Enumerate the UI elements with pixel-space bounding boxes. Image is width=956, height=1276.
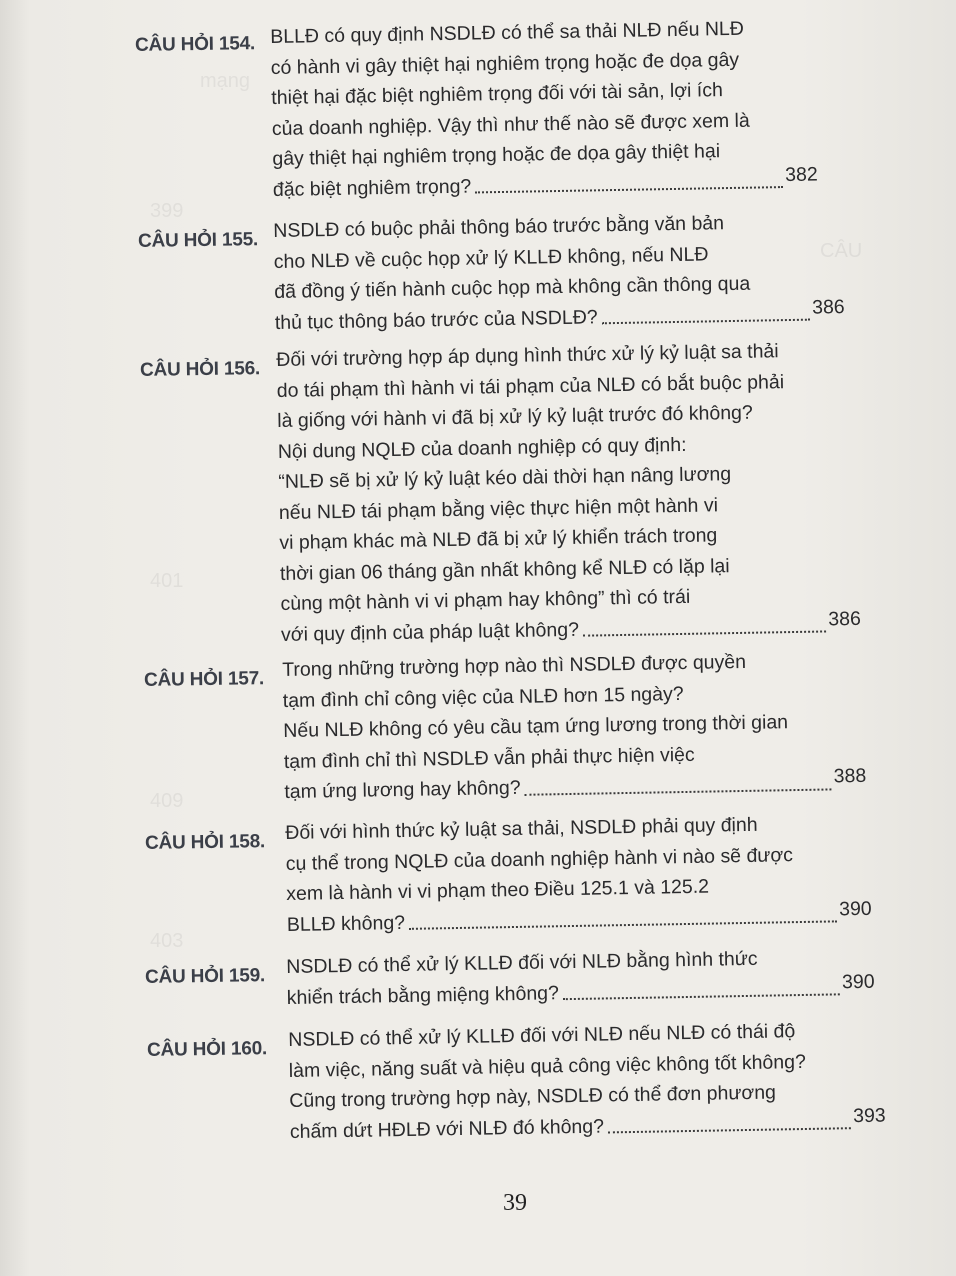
page-reference: 393 — [852, 1104, 886, 1127]
page-number: 39 — [503, 1190, 527, 1216]
text-line: với quy định của pháp luật không? — [280, 618, 580, 646]
text-line: BLLĐ có quy định NSDLĐ có thể sa thải NLĐ nếu NLĐ — [270, 17, 745, 48]
page-reference: 390 — [841, 970, 875, 993]
text-line: của doanh nghiệp. Vậy thì như thế nào sẽ được xem là — [271, 109, 750, 140]
text-line: Nội dung NQLĐ của doanh nghiệp có quy định: — [277, 433, 687, 463]
question-text — [288, 1015, 886, 1147]
text-line: tạm đình chỉ thì NSDLĐ vẫn phải thực hiện việc — [283, 743, 695, 773]
question-label: CÂU HỎI 158. — [144, 831, 266, 854]
text-line: cho NLĐ về cuộc họp xử lý KLLĐ không, nếu NLĐ — [273, 242, 709, 273]
text-line: “NLĐ sẽ bị xử lý kỷ luật kéo dài thời hạn nâng lương — [278, 463, 732, 493]
text-line: thiệt hại đặc biệt nghiêm trọng đối với tài sản, lợi ích — [271, 79, 724, 109]
bleed-through: 409 — [150, 790, 184, 812]
question-text — [273, 206, 845, 338]
text-line: Đối với trường hợp áp dụng hình thức xử lý kỷ luật sa thải — [276, 340, 779, 371]
bleed-through: 399 — [150, 200, 184, 222]
dot-leader — [608, 1126, 851, 1133]
dot-leader — [583, 629, 827, 636]
dot-leader — [525, 787, 832, 795]
question-text — [286, 942, 875, 1013]
text-line: thủ tục thông báo trước của NSDLĐ? — [274, 305, 598, 334]
question-text — [282, 645, 867, 808]
text-line: làm việc, năng suất và hiệu quả công việc không tốt không? — [288, 1050, 807, 1082]
text-line: tạm ứng lương hay không? — [284, 776, 521, 803]
text-line: cùng một hành vi vi phạm hay không” thì có trái — [280, 585, 691, 615]
question-label: CÂU HỎI 156. — [139, 358, 261, 381]
question-label: CÂU HỎI 159. — [144, 965, 266, 988]
text-line: vi phạm khác mà NLĐ đã bị xử lý khiển trách trong — [279, 524, 718, 554]
text-line: Cũng trong trường hợp này, NSDLĐ có thể đơn phương — [289, 1081, 777, 1112]
text-line: gây thiệt hại nghiêm trọng hoặc đe dọa gây thiệt hại — [272, 140, 721, 170]
text-line: Trong những trường hợp nào thì NSDLĐ được quyền — [282, 650, 747, 681]
text-line: đặc biệt nghiêm trọng? — [272, 175, 472, 201]
text-line: chấm dứt HĐLĐ với NLĐ đó không? — [289, 1115, 605, 1143]
page-reference: 382 — [785, 162, 818, 186]
dot-leader — [563, 992, 840, 1000]
text-line: tạm đình chỉ công việc của NLĐ hơn 15 ngày? — [282, 682, 684, 712]
text-line: Nếu NLĐ không có yêu cầu tạm ứng lương trong thời gian — [283, 711, 789, 742]
bleed-through: CÂU — [820, 240, 863, 262]
question-label: CÂU HỎI 154. — [134, 33, 256, 56]
page-reference: 390 — [838, 897, 872, 920]
question-label: CÂU HỎI 160. — [146, 1038, 268, 1061]
text-line: cụ thể trong NQLĐ của doanh nghiệp hành vi nào sẽ được — [285, 843, 794, 875]
text-line: do tái phạm thì hành vi tái phạm của NLĐ có bắt buộc phải — [276, 370, 785, 402]
text-line: khiển trách bằng miệng không? — [286, 981, 560, 1009]
text-line: BLLĐ không? — [286, 911, 406, 936]
bleed-through: 401 — [150, 570, 184, 592]
text-line: đã đồng ý tiến hành cuộc họp mà không cần thông qua — [274, 272, 751, 303]
text-line: thời gian 06 tháng gần nhất không kể NLĐ có lặp lại — [279, 554, 730, 585]
bleed-through: 403 — [150, 930, 184, 952]
dot-leader — [602, 318, 811, 325]
page-reference: 386 — [811, 295, 845, 319]
text-line: có hành vi gây thiệt hại nghiêm trọng hoặc đe dọa gây — [270, 48, 740, 79]
text-line: nếu NLĐ tái phạm bằng việc thực hiện một hành vi — [278, 493, 719, 524]
text-line: NSDLĐ có buộc phải thông báo trước bằng văn bản — [273, 212, 725, 242]
dot-leader — [409, 919, 837, 929]
question-text — [285, 808, 872, 940]
text-line: là giống với hành vi đã bị xử lý kỷ luật trước đó không? — [277, 401, 753, 432]
question-text — [276, 335, 861, 650]
question-label: CÂU HỎI 155. — [137, 229, 259, 252]
bleed-through: mạng — [200, 70, 251, 92]
dot-leader — [475, 185, 783, 193]
text-line: NSDLĐ có thể xử lý KLLĐ đối với NLĐ bằng hình thức — [286, 947, 758, 978]
question-text — [270, 12, 818, 204]
text-line: xem là hành vi vi phạm theo Điều 125.1 và 125.2 — [286, 875, 710, 905]
page-reference: 386 — [828, 607, 862, 630]
page-reference: 388 — [833, 764, 867, 788]
question-label: CÂU HỎI 157. — [143, 668, 265, 691]
text-line: NSDLĐ có thể xử lý KLLĐ đối với NLĐ nếu NLĐ có thái độ — [288, 1020, 796, 1051]
text-line: Đối với hình thức kỷ luật sa thải, NSDLĐ phải quy định — [285, 813, 758, 844]
